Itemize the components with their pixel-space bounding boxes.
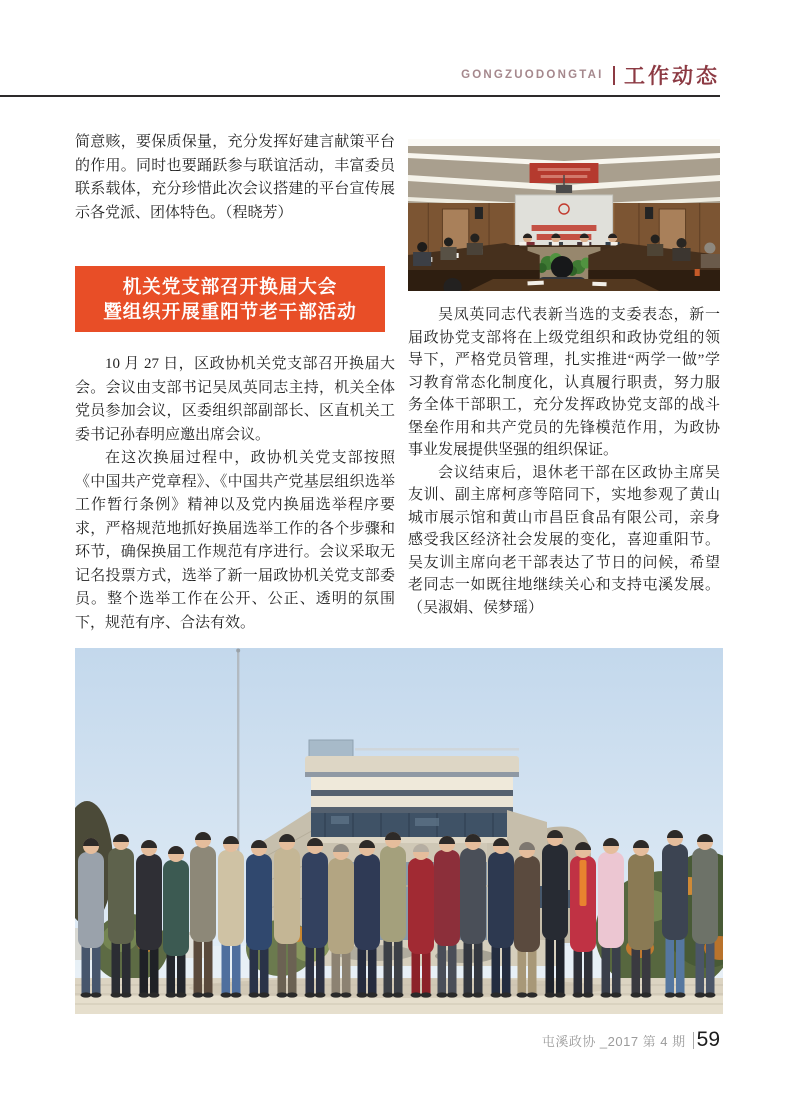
article-title-line1: 机关党支部召开换届大会 [122,276,338,297]
page-header [461,60,720,90]
projector [556,185,572,193]
speaker [645,207,653,219]
foreground-table [469,279,659,291]
header-section-title: 工作动态 [624,64,720,88]
article-paragraph-3: 吴凤英同志代表新当选的支委表态，新一届政协党支部将在上级党组织和政协党组的领导下，严格党员管理，扎实推进“两学一做”学习教育常态化制度化，认真履行职责，努力服务全体干部职工，充分发挥政协党支部的战斗堡垒作用和共产党员的先锋模范作用，为政协事业发展提供坚强的组织保证。 [408,307,720,458]
article-title-line2: 暨组织开展重阳节老干部活动 [103,301,357,322]
page-number: 59 [696,1028,720,1051]
glass-band [311,813,513,837]
louver-band [311,777,513,790]
intro-paragraph: 简意赅，要保质保量，充分发挥好建言献策平台的作用。同时也要踊跃参与联谊活动，丰富委员联系载体，充分珍惜此次会议搭建的平台宣传展示各党派、团体特色。（程晓芳） [75,134,395,221]
group-photo [75,648,723,1014]
roof-penthouse [309,740,353,758]
roof-railing [355,748,519,751]
right-column [408,139,720,619]
speaker [475,207,483,219]
article-paragraph-2: 在这次换届过程中，政协机关党支部按照《中国共产党章程》、《中国共产党基层组织选举工作暂行条例》精神以及党内换届选举程序要求，严格规范地抓好换届选举工作的各个步骤和环节，确保换届工作规范有序进行。会议采取无记名投票方式，选举了新一届政协机关党支部委员。整个选举工作在公开、公正、透明的氛围下，规范有序、合法有效。 [75,450,395,631]
page-footer [542,1028,720,1052]
article-paragraph-4: 会议结束后，退休老干部在区政协主席吴友训、副主席柯彦等陪同下，实地参观了黄山城市展示馆和黄山市昌臣食品有限公司，亲身感受我区经济社会发展的变化，喜迎重阳节。吴友训主席向老干部表达了节日的问候，希望老同志一如既往地继续关心和支持屯溪发展。（吴淑娟、侯梦瑶） [408,464,720,616]
roof-slab [305,756,519,774]
header-rule [0,95,720,97]
header-separator-bar [613,66,616,85]
left-column [75,131,395,635]
footer-separator-bar [693,1032,694,1049]
article-paragraph-1: 10 月 27 日，区政协机关党支部召开换届大会。会议由支部书记吴凤英同志主持，机关全体党员参加会议，区委组织部副部长、区直机关工委书记孙春明应邀出席会议。 [75,356,395,443]
article-title-box [75,266,385,332]
header-pinyin: GONGZUODONGTAI [461,69,604,81]
journal-issue: 屯溪政协 _2017 第 4 期 [541,1033,686,1049]
meeting-room-photo [408,139,720,291]
louver-band [311,796,513,807]
